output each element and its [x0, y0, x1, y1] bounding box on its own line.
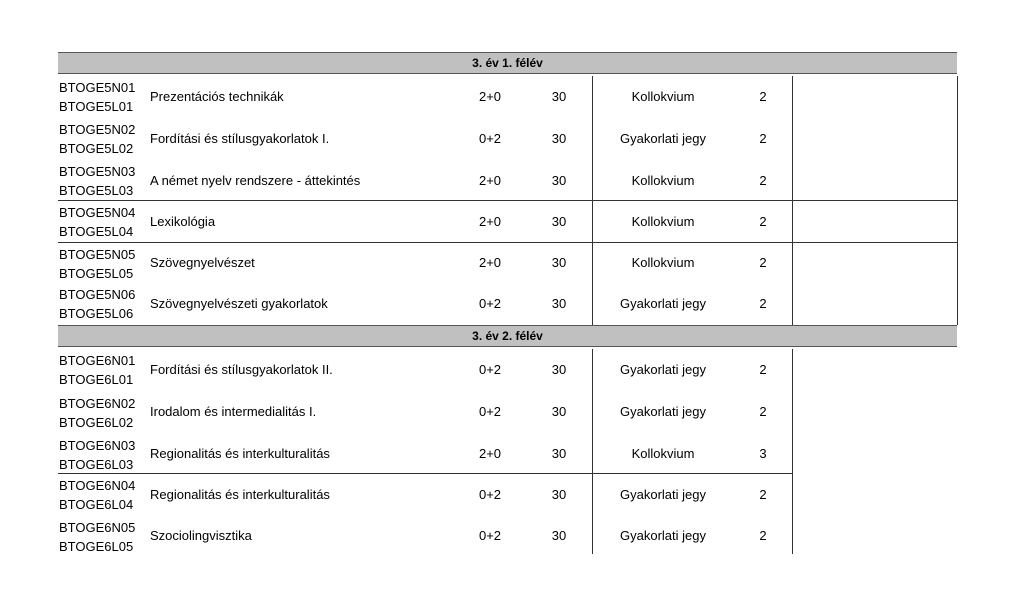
- course-credit: 2: [759, 131, 767, 146]
- course-name: Regionalitás és interkulturalitás: [150, 446, 330, 461]
- course-hours: 2+0: [478, 255, 502, 270]
- course-hours: 0+2: [478, 404, 502, 419]
- course-name: Szövegnyelvészeti gyakorlatok: [150, 296, 328, 311]
- course-name: Prezentációs technikák: [150, 89, 284, 104]
- course-code: BTOGE5N03 BTOGE5L03: [59, 164, 136, 198]
- course-exam: Kollokvium: [631, 446, 695, 461]
- course-count: 30: [551, 528, 567, 543]
- course-credit: 2: [759, 255, 767, 270]
- course-count: 30: [551, 446, 567, 461]
- course-hours: 0+2: [478, 296, 502, 311]
- course-code: BTOGE5N06 BTOGE5L06: [59, 287, 136, 321]
- course-code: BTOGE6N03 BTOGE6L03: [59, 438, 136, 472]
- course-exam: Gyakorlati jegy: [620, 487, 706, 502]
- course-hours: 2+0: [478, 446, 502, 461]
- course-name: Irodalom és intermedialitás I.: [150, 404, 317, 419]
- course-credit: 2: [759, 487, 767, 502]
- course-code: BTOGE5N04 BTOGE5L04: [59, 205, 136, 239]
- course-exam: Gyakorlati jegy: [620, 131, 706, 146]
- row-divider: [58, 473, 793, 474]
- course-hours: 0+2: [478, 487, 502, 502]
- course-count: 30: [551, 214, 567, 229]
- course-exam: Kollokvium: [631, 173, 695, 188]
- course-hours: 2+0: [478, 214, 502, 229]
- semester-title: 3. év 1. félév: [472, 56, 543, 70]
- course-code: BTOGE5N01 BTOGE5L01: [59, 80, 136, 114]
- course-hours: 2+0: [478, 173, 502, 188]
- column-divider: [792, 349, 793, 554]
- course-code: BTOGE6N05 BTOGE6L05: [59, 520, 136, 554]
- row-divider: [58, 242, 957, 243]
- course-credit: 2: [759, 214, 767, 229]
- column-divider: [592, 349, 593, 554]
- semester-title: 3. év 2. félév: [472, 329, 543, 343]
- course-code: BTOGE6N01 BTOGE6L01: [59, 353, 136, 387]
- course-code: BTOGE5N05 BTOGE5L05: [59, 247, 136, 281]
- semester-header: [58, 52, 957, 74]
- course-exam: Kollokvium: [631, 255, 695, 270]
- course-count: 30: [551, 296, 567, 311]
- course-hours: 0+2: [478, 528, 502, 543]
- course-hours: 0+2: [478, 362, 502, 377]
- course-code: BTOGE6N02 BTOGE6L02: [59, 396, 136, 430]
- course-exam: Gyakorlati jegy: [620, 296, 706, 311]
- course-name: Lexikológia: [150, 214, 216, 229]
- course-credit: 2: [759, 528, 767, 543]
- course-count: 30: [551, 89, 567, 104]
- course-name: Regionalitás és interkulturalitás: [150, 487, 330, 502]
- course-credit: 2: [759, 173, 767, 188]
- course-credit: 2: [759, 89, 767, 104]
- row-divider: [58, 200, 957, 201]
- course-count: 30: [551, 362, 567, 377]
- course-credit: 3: [759, 446, 767, 461]
- course-count: 30: [551, 404, 567, 419]
- course-credit: 2: [759, 404, 767, 419]
- course-name: Szövegnyelvészet: [150, 255, 255, 270]
- course-code: BTOGE5N02 BTOGE5L02: [59, 122, 136, 156]
- course-exam: Gyakorlati jegy: [620, 528, 706, 543]
- course-code: BTOGE6N04 BTOGE6L04: [59, 478, 136, 512]
- semester-header: [58, 325, 957, 347]
- course-count: 30: [551, 173, 567, 188]
- course-credit: 2: [759, 296, 767, 311]
- course-hours: 2+0: [478, 89, 502, 104]
- course-name: A német nyelv rendszere - áttekintés: [150, 173, 361, 188]
- course-count: 30: [551, 255, 567, 270]
- course-name: Szociolingvisztika: [150, 528, 252, 543]
- course-credit: 2: [759, 362, 767, 377]
- column-divider: [957, 76, 958, 325]
- course-hours: 0+2: [478, 131, 502, 146]
- course-name: Fordítási és stílusgyakorlatok II.: [150, 362, 333, 377]
- course-count: 30: [551, 487, 567, 502]
- course-exam: Kollokvium: [631, 89, 695, 104]
- course-exam: Gyakorlati jegy: [620, 362, 706, 377]
- course-count: 30: [551, 131, 567, 146]
- course-name: Fordítási és stílusgyakorlatok I.: [150, 131, 330, 146]
- course-exam: Kollokvium: [631, 214, 695, 229]
- course-exam: Gyakorlati jegy: [620, 404, 706, 419]
